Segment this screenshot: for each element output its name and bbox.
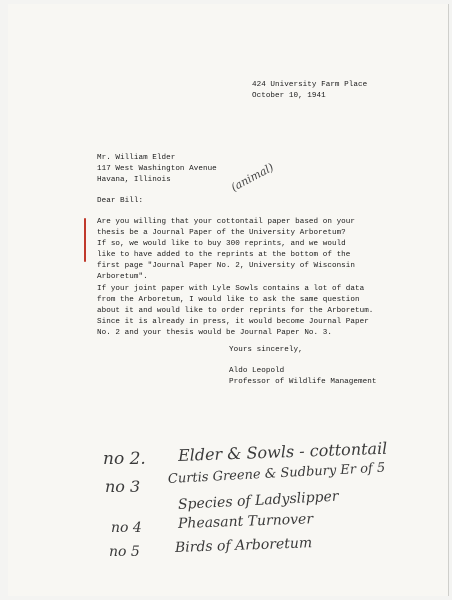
closing: Yours sincerely, (229, 346, 303, 354)
paragraph-line: If so, we would like to buy 300 reprints, and we would (97, 239, 346, 248)
paragraph-line: first page "Journal Paper No. 2, University of Wisconsin (97, 261, 355, 270)
note-text: Pheasant Turnover (177, 511, 314, 532)
recipient-street: 117 West Washington Avenue (97, 165, 217, 173)
paragraph-line: from the Arboretum, I would like to ask the same question (97, 295, 360, 304)
note-number: no 5 (109, 544, 140, 560)
recipient-city: Havana, Illinois (97, 176, 171, 184)
paragraph-line: like to have added to the reprints at the bottom of the (97, 250, 351, 259)
sender-address: 424 University Farm Place (252, 81, 368, 89)
letter-date: October 10, 1941 (252, 92, 326, 100)
note-number: no 4 (111, 520, 142, 536)
paragraph-1 (97, 217, 355, 282)
note-number: no 2. (103, 449, 146, 469)
paragraph-line: thesis be a Journal Paper of the University Arboretum? (97, 228, 346, 237)
salutation: Dear Bill: (97, 197, 144, 205)
note-text: Birds of Arboretum (174, 535, 313, 556)
paragraph-line: If your joint paper with Lyle Sowls contains a lot of data (97, 285, 365, 293)
paragraph-line: about it and would like to order reprints for the Arboretum. (97, 306, 374, 315)
paragraph-line: No. 2 and your thesis would be Journal Paper No. 3. (97, 328, 332, 337)
handwritten-annotation: (animal) (228, 160, 276, 194)
signature-name: Aldo Leopold (229, 367, 285, 375)
paragraph-line: Are you willing that your cottontail paper based on your (97, 218, 355, 226)
signature-title: Professor of Wildlife Management (229, 378, 377, 386)
note-text: Curtis Greene & Sudbury Er of 5 (167, 460, 386, 487)
paragraph-line: Since it is already in press, it would become Journal Paper (97, 317, 369, 326)
note-text: Species of Ladyslipper (177, 488, 339, 513)
paragraph-2 (97, 284, 373, 339)
note-text: Elder & Sowls - cottontail (177, 438, 388, 465)
paragraph-line: Arboretum". (97, 272, 148, 281)
margin-mark (84, 218, 86, 262)
note-number: no 3 (105, 477, 141, 496)
recipient-name: Mr. William Elder (97, 154, 176, 162)
